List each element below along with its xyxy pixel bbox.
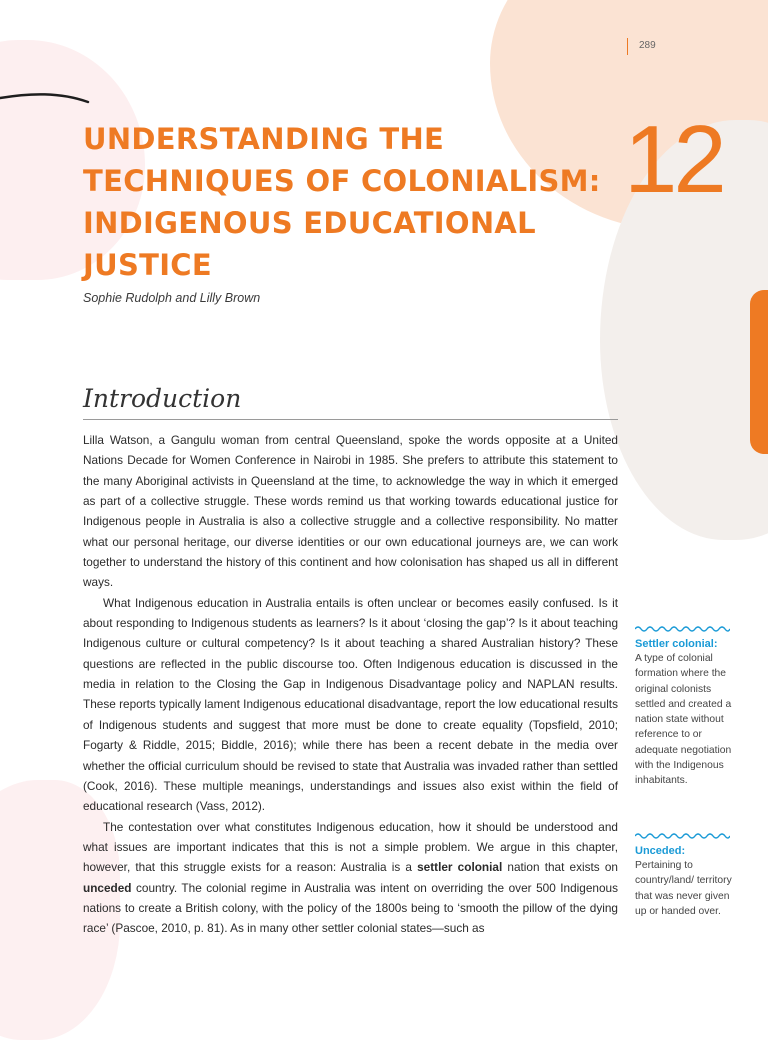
chapter-title-line: INDIGENOUS EDUCATIONAL bbox=[83, 206, 536, 240]
chapter-title-line: JUSTICE bbox=[83, 248, 212, 282]
glossary-entry bbox=[635, 832, 735, 919]
paragraph-text: What Indigenous education in Australia entails is often unclear or becomes easily confused. Is it about responding to Indigenous students as learners? Is it about ‘closing the gap’? Is it about teaching Indigenous culture or cultural competency? Is it about teaching a shared Australian history? These questions are reflected in the public discourse too. Often Indigenous education is discussed in the media in relation to the Closing the Gap in Indigenous Disadvantage policy and NAPLAN results. These reports typically lament Indigenous educational disadvantage, report the low educational results of Indigenous students and suggest that more must be done to create equality (Topsfield, 2010; Fogarty & Riddle, 2015; Biddle, 2016); while there has been a recent debate in the media over whether the official curriculum should be revised to state that Australia was invaded rather than settled (Cook, 2016). These multiple meanings, understandings and issues also exist within the field of educational research (Vass, 2012). bbox=[83, 595, 618, 814]
body-text bbox=[83, 430, 618, 939]
chapter-tab-marker bbox=[750, 290, 768, 454]
chapter-title-line: UNDERSTANDING THE bbox=[83, 122, 445, 156]
glossary-term: Unceded: bbox=[635, 845, 686, 857]
chapter-authors: Sophie Rudolph and Lilly Brown bbox=[83, 291, 261, 305]
paragraph-text: The contestation over what constitutes Indigenous education, how it should be understood and what issues are important indicates that this is not a simple problem. We argue in this chapter, however, that this struggle exists for a reason: Australia is a bbox=[83, 819, 618, 875]
decorative-brush-line bbox=[0, 90, 95, 110]
body-paragraph bbox=[83, 817, 618, 939]
key-term: unceded bbox=[83, 880, 132, 895]
page-number-divider bbox=[627, 38, 628, 55]
glossary-definition: A type of colonial formation where the original colonists settled and created a nation state without reference to or adequate negotiation with the Indigenous inhabitants. bbox=[635, 653, 732, 787]
section-heading: Introduction bbox=[83, 384, 242, 413]
chapter-title-line: TECHNIQUES OF COLONIALISM: bbox=[83, 164, 601, 198]
paragraph-text: nation that exists on bbox=[502, 860, 618, 875]
wave-divider-icon bbox=[635, 625, 730, 633]
chapter-title bbox=[83, 118, 603, 286]
glossary-entry bbox=[635, 625, 735, 789]
body-paragraph bbox=[83, 430, 618, 593]
body-paragraph bbox=[83, 593, 618, 817]
page-number: 289 bbox=[639, 40, 656, 51]
paragraph-text: country. The colonial regime in Australia was intent on overriding the over 500 Indigenous nations to create a British colony, with the policy of the 1800s being to ‘smooth the pillow of the dying race’ (Pascoe, 2010, p. 81). As in many other settler colonial states—such as bbox=[83, 880, 618, 936]
paragraph-text: Lilla Watson, a Gangulu woman from central Queensland, spoke the words opposite at a United Nations Decade for Women Conference in Nairobi in 1985. She prefers to attribute this statement to the many Aboriginal activists in Queensland at the time, to acknowledge the way in which it emerged as part of a collective struggle. These words remind us that working towards educational justice for Indigenous people in Australia is also a collective struggle and a collective responsibility. No matter what our personal heritage, our diverse identities or our own educational journeys are, we can work together to understand the history of this continent and how colonisation has shaped us all in different ways. bbox=[83, 433, 618, 590]
chapter-number: 12 bbox=[624, 106, 723, 213]
key-term: settler colonial bbox=[417, 860, 503, 875]
wave-divider-icon bbox=[635, 832, 730, 840]
glossary-term: Settler colonial: bbox=[635, 638, 718, 650]
section-divider bbox=[83, 419, 618, 420]
glossary-definition: Pertaining to country/land/ territory that was never given up or handed over. bbox=[635, 860, 732, 917]
